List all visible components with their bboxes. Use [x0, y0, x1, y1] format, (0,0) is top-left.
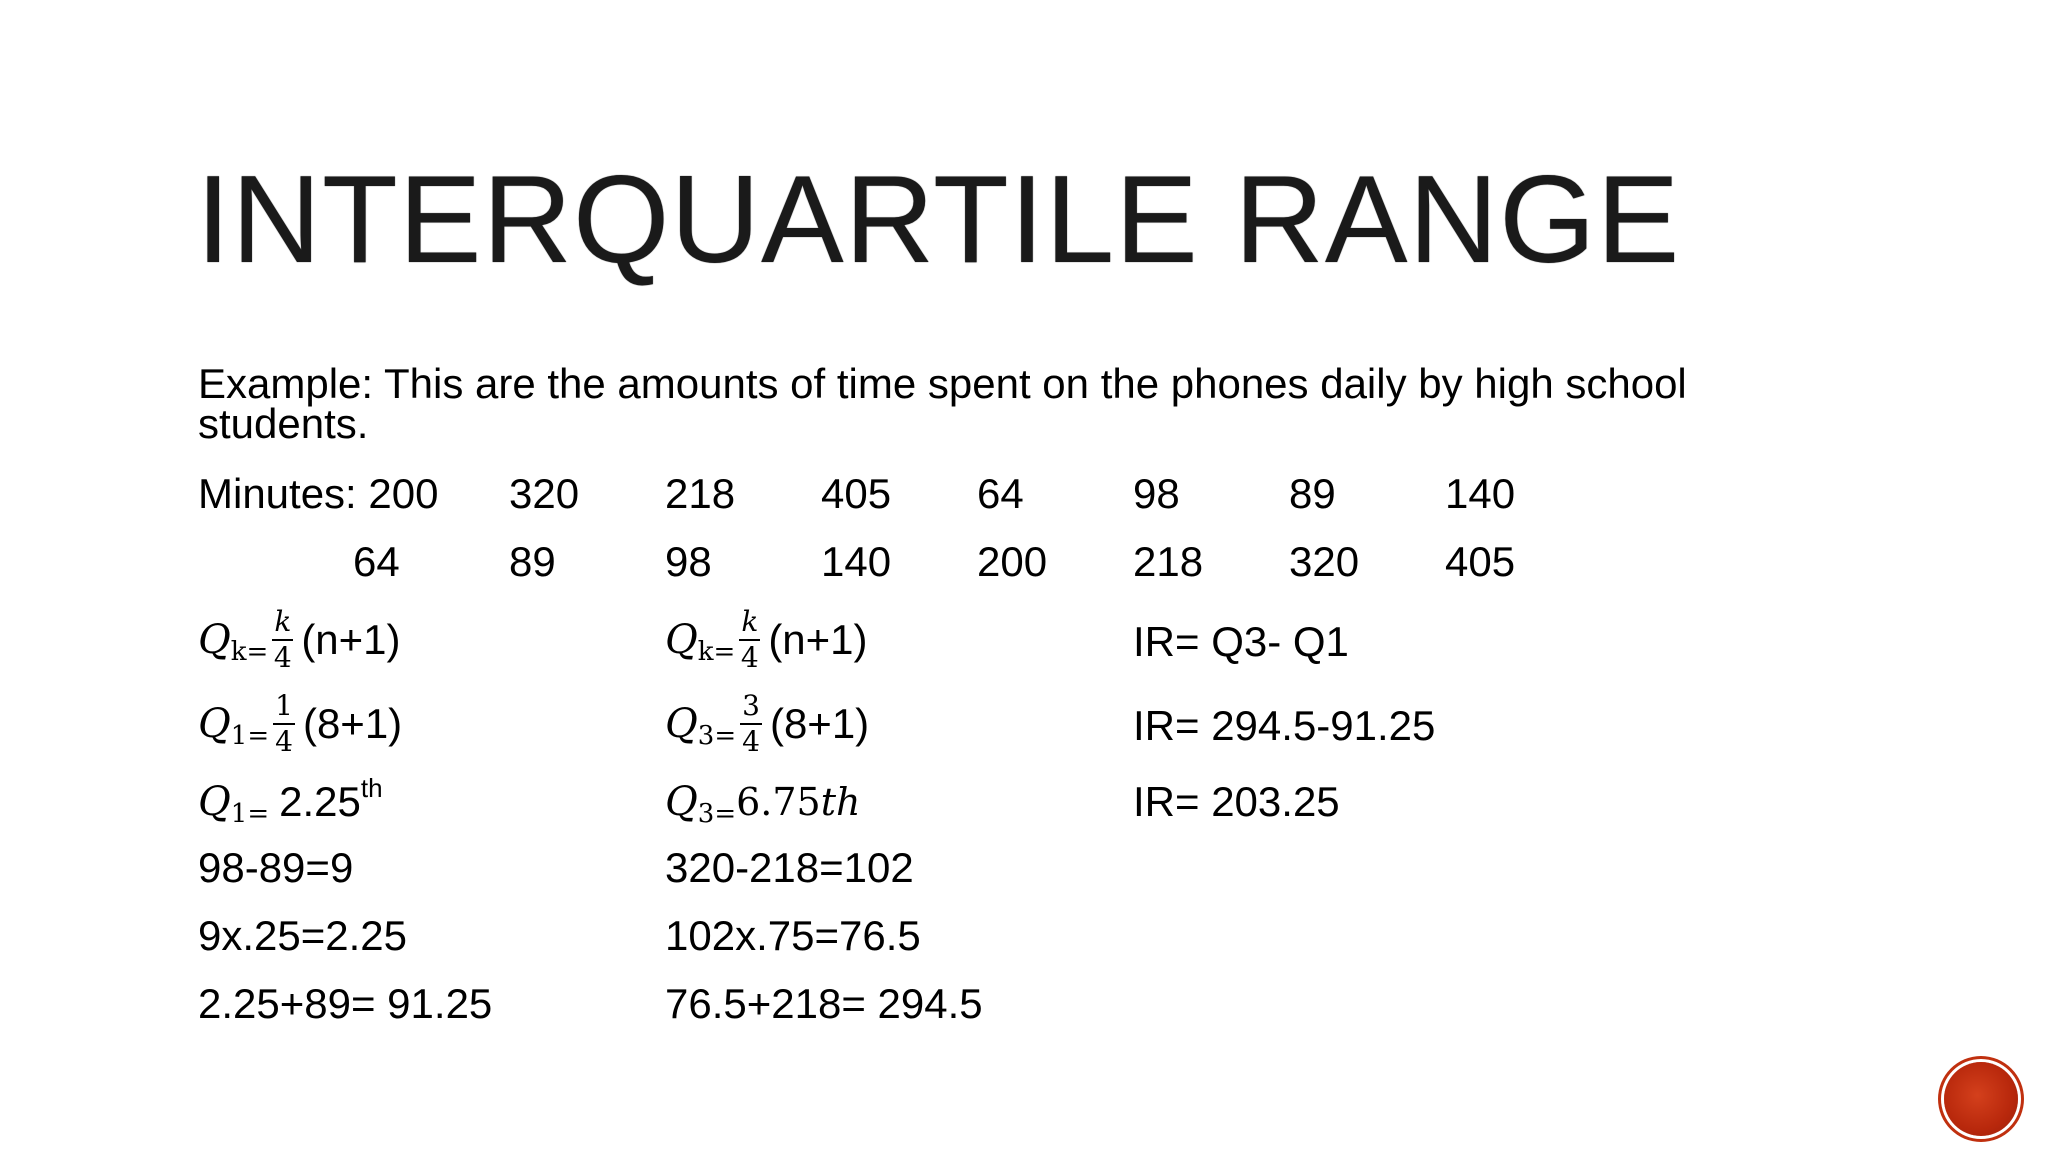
formula-variable: Q [665, 617, 698, 663]
row2-value: 64 [353, 538, 400, 585]
left-step-3: 2.25+89= 91.25 [198, 980, 493, 1027]
formula-subscript: k= [697, 637, 736, 667]
row2-value: 218 [1133, 538, 1204, 585]
q3-result-subscript: 3= [697, 799, 737, 829]
left-step-1: 98-89=9 [198, 844, 354, 891]
q3-result-number: 6.75 [736, 780, 821, 824]
formula-fraction [739, 606, 760, 674]
row1-value: 218 [665, 470, 736, 517]
minutes-label: Minutes: 200 [198, 470, 439, 517]
row1-value: 320 [509, 470, 580, 517]
row2-value: 200 [977, 538, 1048, 585]
left-q1-result [198, 773, 383, 829]
q3-result-variable: Q [665, 779, 698, 825]
fraction-numerator: 1 [273, 690, 295, 725]
slide-title: INTERQUARTILE RANGE [196, 151, 1681, 289]
q1-tail: (8+1) [302, 700, 403, 747]
row2-value: 320 [1289, 538, 1360, 585]
q1-result-value: 2.25 [279, 778, 361, 825]
left-formula [198, 606, 401, 674]
row2-value: 98 [665, 538, 712, 585]
q3-variable: Q [665, 701, 698, 747]
q3-tail: (8+1) [769, 700, 870, 747]
formula-tail: (n+1) [301, 616, 401, 663]
row1-value: 89 [1289, 470, 1336, 517]
fraction-denominator: 4 [273, 641, 292, 674]
fraction-numerator: 3 [740, 690, 762, 725]
fraction-denominator: 4 [740, 641, 759, 674]
fraction-denominator: 4 [742, 725, 760, 758]
middle-step-3: 76.5+218= 294.5 [665, 980, 983, 1027]
fraction-numerator: k [739, 606, 760, 641]
row1-value: 98 [1133, 470, 1180, 517]
q1-result-subscript: 1= [230, 799, 270, 829]
left-step-2: 9x.25=2.25 [198, 912, 408, 959]
circle-button-icon[interactable] [1944, 1062, 2018, 1136]
middle-step-1: 320-218=102 [665, 844, 914, 891]
intro-text: Example: This are the amounts of time spent on the phones daily by high school students. [198, 360, 1687, 447]
row1-value: 405 [821, 470, 892, 517]
q1-variable: Q [198, 701, 231, 747]
q1-subscript: 1= [230, 721, 270, 751]
left-q1-formula [198, 690, 402, 758]
middle-formula [665, 606, 868, 674]
formula-fraction [272, 606, 293, 674]
row2-value: 405 [1445, 538, 1516, 585]
row1-value: 64 [977, 470, 1024, 517]
formula-variable: Q [198, 617, 231, 663]
right-line-1: IR= Q3- Q1 [1133, 618, 1349, 665]
row2-value: 89 [509, 538, 556, 585]
middle-q3-result [665, 778, 861, 829]
middle-step-2: 102x.75=76.5 [665, 912, 921, 959]
q3-subscript: 3= [697, 721, 737, 751]
row1-value: 140 [1445, 470, 1516, 517]
q3-fraction [740, 690, 762, 758]
middle-q3-formula [665, 690, 869, 758]
row2-value: 140 [821, 538, 892, 585]
formula-subscript: k= [230, 637, 269, 667]
q1-fraction [273, 690, 295, 758]
q1-result-superscript: th [360, 773, 383, 803]
formula-tail: (n+1) [768, 616, 868, 663]
q3-result-suffix: th [820, 780, 861, 824]
right-line-3: IR= 203.25 [1133, 778, 1340, 825]
fraction-denominator: 4 [275, 725, 293, 758]
q1-result-variable: Q [198, 779, 231, 825]
right-line-2: IR= 294.5-91.25 [1133, 702, 1436, 749]
fraction-numerator: k [272, 606, 293, 641]
